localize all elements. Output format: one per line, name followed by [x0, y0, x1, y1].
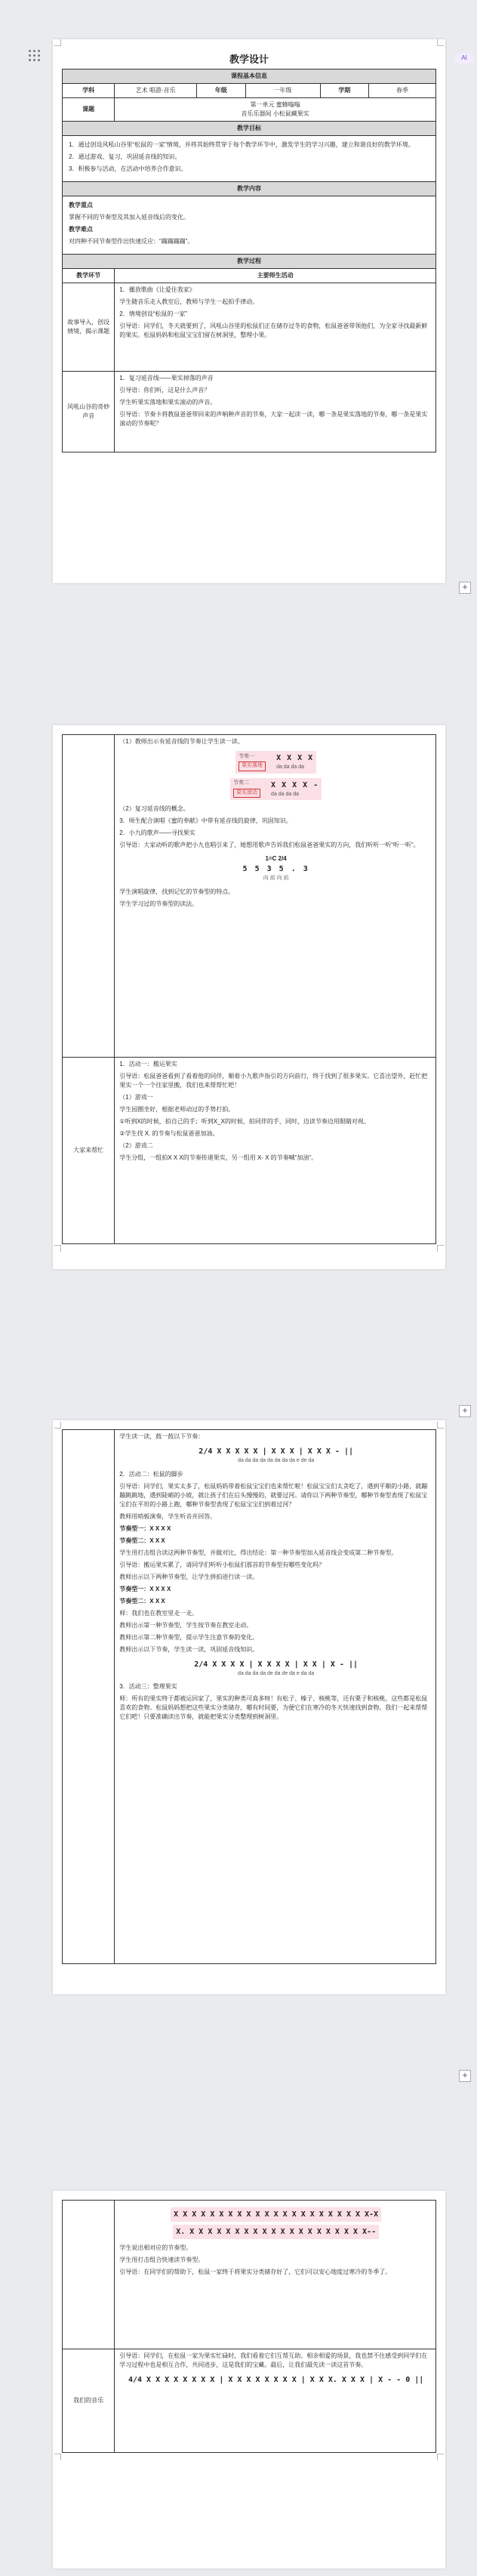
rhythm-card-2 [119, 778, 432, 801]
p3-line: 节奏型一：X X X X [119, 1524, 171, 1532]
p3-line: 节奏型一：X X X X [119, 1585, 171, 1592]
final-rhythm [119, 2374, 432, 2386]
p3-line: 教师出示第二种节奏型，提示学生注意节奏的变化。 [119, 1633, 259, 1641]
rhythm-1-label: 节奏一 [238, 753, 255, 759]
p2-line: 3．师生配合演唱《蜜的奉献》中带有延音线的旋律，巩固知识。 [119, 817, 292, 824]
p3-line: 教师出示第一种节奏型，学生按节奏在教室走动。 [119, 1621, 253, 1629]
step-2-line: 引导语：节奏卡将教鼠爸爸带回来的声响种声音的节奏，大家一起读一读，哪一条是果实落地的节奏，哪一条是果实滚动的节奏呢？ [119, 411, 428, 427]
p3-line: 节奏型二：X X X [119, 1597, 165, 1605]
p4-line: 学生用打击组合快速读节奏型。 [119, 2256, 205, 2263]
rhythm-exercise-2-syllables: da da da da de da de da e da da [238, 1670, 315, 1676]
document-title: 教学设计 [229, 54, 269, 65]
step-3-line: 1．活动一：搬运果实 [119, 1061, 177, 1067]
topic-label: 课题 [63, 98, 115, 122]
p3-line: 师：我们也在教室里走一走。 [119, 1609, 198, 1617]
step-3-label: 大家来帮忙 [63, 1058, 115, 1244]
topic-line-2: 音乐乐器间 小松鼠藏果实 [241, 110, 309, 117]
p4-line: 引导语：在同学们的帮助下，松鼠一家终于将果实分类储存好了，它们可以安心地度过寒冷的冬季了。 [119, 2269, 392, 2275]
score-key: 1=C 2/4 [265, 855, 287, 862]
column-step: 教学环节 [63, 269, 115, 283]
p3-line: 师：所有的果实终于都被运回家了，果实的种类可真多呀！有松子、榛子、核桃等，还有栗子和核桃，这些都是松鼠喜欢的食物。松鼠妈妈想把这些果实分类储存，哪有时间要，为便它们在寒冷的冬天快速找到食物。我们一起来帮帮它们吧！只要准确读出节奏，就能把果实分类整理到树洞里。 [119, 1695, 428, 1720]
rhythm-exercise-1 [119, 1446, 432, 1466]
step-3-line: （1）游戏一 [119, 1094, 153, 1101]
step-1-line: 1．播放歌曲《让爱住我家》 [119, 286, 195, 293]
subject-value: 艺术 唱游·音乐 [115, 84, 197, 98]
content-header: 教学内容 [63, 182, 436, 196]
p3-line: 学生用打击组合读这两种节奏型，并做对比，得出结论：第一种节奏型加入延音线会变成第二种节奏型。 [119, 1549, 398, 1556]
goal-item: 2．通过游戏、复习，巩固延音线的知识。 [69, 153, 181, 160]
step-3-line: 学生园圈坐好，根据老师动过的手势打拍。 [119, 1106, 235, 1113]
page-2 [53, 725, 445, 1269]
rhythm-2-syllables: da da da da [271, 791, 300, 797]
process-table-cont-2 [62, 1429, 436, 1964]
p4-line: 引导语：同学们，在松鼠一家为果实忙碌时，我们看着它们互帮互助、相亲相爱的场景，我也禁不住感受到同学们在学习过程中也是相互合作，共同进步，这是我们的宝藏。最后，让我们最先读一读这首节奏。 [119, 2352, 428, 2368]
grade-label: 年级 [197, 84, 245, 98]
step-1-line: 学生随音乐走入教室后，教师与学生一起拍手律动。 [119, 298, 259, 305]
term-label: 学期 [320, 84, 368, 98]
rhythm-1-tag: 果实落地 [238, 761, 266, 771]
step-1-label: 故事导入，创设情境，揭示课题 [63, 283, 115, 372]
rhythm-exercise-2 [119, 1659, 432, 1679]
sorting-rhythm-cards [119, 2207, 432, 2239]
rhythm-2-notes: X X X X - [271, 780, 319, 789]
goal-item: 1．通过创设风吼山谷里“松鼠的一家”情境，并将其始终贯穿于每个教学环节中，激发学生的学习兴趣，建立和谐良好的教学环境。 [69, 141, 414, 148]
rhythm-2-tag: 果实滚动 [233, 789, 260, 798]
step-2-line: 1．复习延音线——果实掉落的声音 [119, 375, 214, 381]
rhythm-exercise-2-notes: 2/4 X X X X | X X X X | X X | X - || [194, 1660, 359, 1669]
p3-line: 节奏型二：X X X [119, 1537, 165, 1544]
process-header: 教学过程 [63, 255, 436, 269]
key-label: 教学重点 [69, 202, 93, 208]
ai-assistant-button[interactable]: AI [454, 53, 474, 63]
goal-item: 3．积极参与活动，在活动中培养合作意识。 [69, 165, 187, 172]
score-notes: 5 5 3 5 . 3 [242, 865, 309, 873]
lesson-table [62, 69, 436, 452]
melody-score [119, 854, 432, 883]
rhythm-1-notes: X X X X [276, 754, 314, 762]
p3-line: 引导语：搬运果实累了，请同学们听听小松鼠们那首的节奏型有哪些变化吗？ [119, 1561, 325, 1568]
final-rhythm-notes: 4/4 X X X X X X X X | X X X X X X X X | X X X. X X X | X - - 0 || [128, 2376, 424, 2384]
difficulty-text: 对四种不同节奏型作出快速反应：“蹦蹦蹦蹦”。 [69, 238, 194, 245]
p3-line: 3．活动三：整理果实 [119, 1683, 177, 1690]
rhythm-exercise-1-syllables: da da da da da da da da e de da [238, 1458, 315, 1463]
process-table-cont-3 [62, 2200, 436, 2453]
basic-info-header: 课程基本信息 [63, 69, 436, 84]
p4-line: 学生说出相对应的节奏型。 [119, 2244, 192, 2251]
rhythm-2-label: 节奏二 [233, 780, 250, 786]
grade-value: 一年级 [245, 84, 320, 98]
step-3-line: 引导语：松鼠爸爸看到了看着他的同伴，顺着小九歌声指引的方向前行，终于找到了很多果实。它喜出望外，赶忙把果实一个一个往家里搬，我们也来帮帮忙吧！ [119, 1073, 428, 1089]
p3-line: 引导语：同学们，果实太多了，松鼠妈妈带着松鼠宝宝们也来帮忙啦！松鼠宝宝们太贪吃了，遇到平顺的小路，就蹦蹦跳跳地，遇到陡峭的小坡，就让孩子们在后头慢慢的，就要过河。请你以下两种节奏型，哪种节奏型表现了松鼠宝宝们在平坦的小路上跑，哪种节奏型表现了松鼠宝宝们到着过河？ [119, 1482, 428, 1508]
step-1-line: 2．情境创设“松鼠的一家” [119, 310, 188, 317]
p2-line: 2．小九的歌声——寻找果实 [119, 829, 195, 836]
step-2-line: 学生听果实落地和果实滚动的声音。 [119, 399, 217, 406]
rhythm-exercise-1-notes: 2/4 X X X X X | X X X | X X X - || [198, 1447, 353, 1456]
p3-line: 教师出示以下两种节奏型，让学生拼拍进行读一读。 [119, 1573, 259, 1580]
score-lyric: 向 前 向 前 [263, 876, 289, 881]
term-value: 春季 [368, 84, 435, 98]
p2-line: 学生演唱旋律，找到记忆的节奏型的特点。 [119, 888, 235, 895]
p2-line: 学生学习过的节奏型的读法。 [119, 900, 198, 907]
topic-line-1: 第一单元 蜜蜂嗡嗡 [250, 101, 300, 108]
p2-line: （1）教师出示有延音线的节奏让学生读一读。 [119, 738, 244, 745]
p2-line: （2）复习延音线的概念。 [119, 805, 189, 812]
sorting-row-1: X X X X X X X X X X X X X X X X X X X X X X-X [171, 2207, 381, 2222]
key-text: 掌握不同的节奏型及其加入延音线后的变化。 [69, 214, 189, 221]
add-page-button[interactable]: + [459, 1405, 471, 1417]
add-page-button[interactable]: + [459, 582, 471, 594]
step-3-line: 学生分组，一组拍X X X的节奏传递果实，另一组用 X- X 的节奏喊“加油”。 [119, 1154, 318, 1161]
page-4 [53, 2191, 445, 2568]
p2-line: 引导语：大家动听的歌声把小九也唱引来了，她想用歌声告诉我们松鼠爸爸果实的方向，我们听听一听“听一听”。 [119, 842, 420, 848]
p3-line: 教师用哨板演奏，学生听音并回答。 [119, 1512, 217, 1520]
p3-line: 2．活动二：松鼠的脚步 [119, 1470, 183, 1478]
page-3 [53, 1420, 445, 1994]
drag-handle-icon[interactable] [29, 50, 41, 62]
process-table-cont [62, 734, 436, 1244]
step-3-line: ②学生找 X. 的节奏与松鼠爸爸加油。 [119, 1130, 219, 1137]
p3-line: 教师出示以下节奏，学生读一读，巩固延音线知识。 [119, 1645, 259, 1653]
add-page-button[interactable]: + [459, 2070, 471, 2082]
step-1-line: 引导语：同学们，冬天就要到了，风吼山谷里的松鼠们正在储存过冬的食物，松鼠爸爸带领他们，为全家寻找最新鲜的果实。松鼠妈妈和松鼠宝宝们留在树洞里，整理小果。 [119, 323, 428, 338]
step-2-line: 引导语：你们听，这是什么声音？ [119, 387, 211, 394]
difficulty-label: 教学难点 [69, 226, 93, 233]
sorting-row-2: X. X X X X X X X X X X X X X X X X X X X X-- [173, 2225, 379, 2239]
rhythm-1-syllables: da da da da [276, 764, 305, 770]
step-2-label: 风吼山谷的奇妙声音 [63, 372, 115, 452]
rhythm-card-1 [119, 751, 432, 774]
step-3-line: ①听到X的时候，拍自己的手；听到X_X的时候，拍同伴的手，同时，边读节奏边用眼睛对视。 [119, 1118, 370, 1125]
step-3-line: （2）游戏二 [119, 1142, 153, 1149]
goals-header: 教学目标 [63, 122, 436, 136]
column-main: 主要师生活动 [115, 269, 436, 283]
step-4-label: 我们的音乐 [63, 2349, 115, 2453]
subject-label: 学科 [63, 84, 115, 98]
page-1 [53, 39, 445, 583]
p3-line: 学生读一读，鼓一鼓以下节奏： [119, 1433, 205, 1440]
